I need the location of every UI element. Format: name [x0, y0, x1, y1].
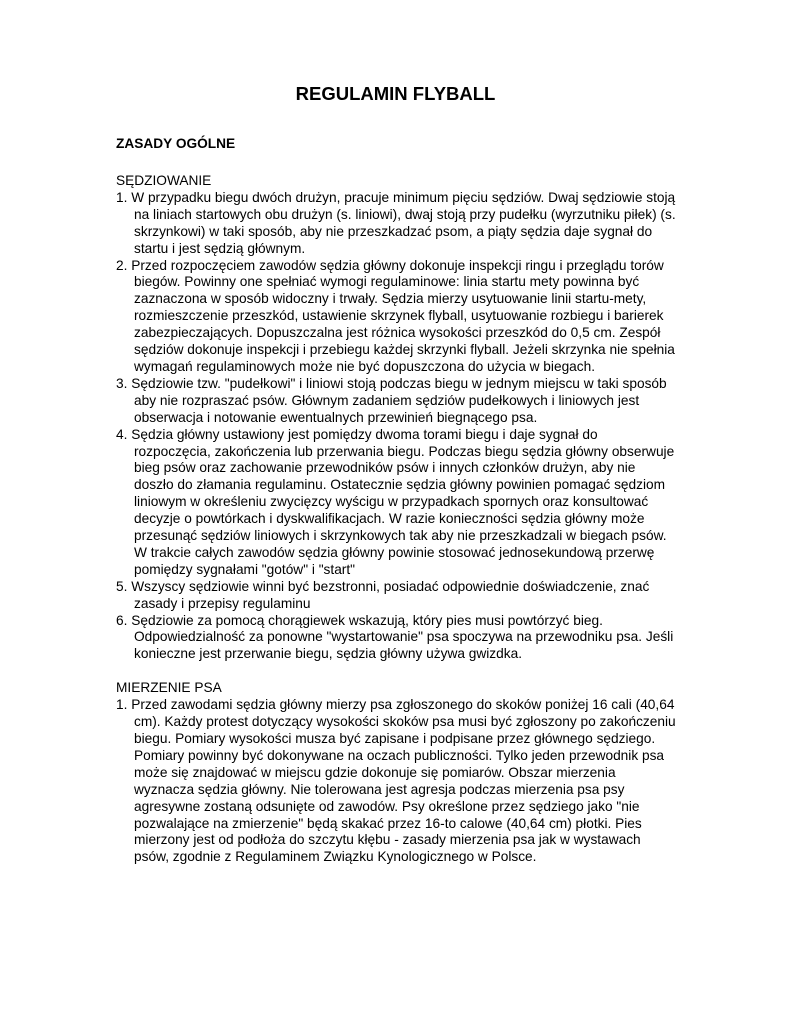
rule-item: 3. Sędziowie tzw. "pudełkowi" i liniowi stoją podczas biegu w jednym miejscu w taki sposób aby nie rozpraszać psów. Głównym zadaniem sędziów pudełkowych i liniowych jest obserwacja i notowanie ewentualnych przewinień biegnącego psa.	[116, 375, 667, 425]
section-heading: MIERZENIE PSA	[116, 680, 222, 696]
section-dog-measurement	[116, 680, 676, 866]
rule-item: 6. Sędziowie za pomocą chorągiewek wskazują, który pies musi powtórzyć bieg. Odpowiedzialność za ponowne "wystartowanie" psa spoczywa na przewodniku psa. Jeśli konieczne jest przerwanie biegu, sędzia główny używa gwizdka.	[116, 612, 674, 662]
rule-item: 5. Wszyscy sędziowie winni być bezstronni, posiadać odpowiednie doświadczenie, znać zasady i przepisy regulaminu	[116, 578, 650, 611]
section-heading: SĘDZIOWANIE	[116, 173, 212, 188]
document-body	[116, 136, 676, 866]
rule-item: 1. Przed zawodami sędzia główny mierzy psa zgłoszonego do skoków poniżej 16 cali (40,64 cm). Każdy protest dotyczący wysokości skoków psa musi być zgłoszony po zakończeniu biegu. Pomiary wysokości musza być zapisane i podpisane przez głównego sędziego. Pomiary powinny być dokonywane na oczach publiczności. Tylko jeden przewodnik psa może się znajdować w miejscu gdzie dokonuje się pomiarów. Obszar mierzenia wyznacza sędzia główny. Nie tolerowana jest agresja podczas mierzenia psa psy agresywne zostaną odsunięte od zawodów. Psy określone przez sędziego jako "nie pozwalające na zmierzenie" będą skakać przez 16-to calowe (40,64 cm) płotki. Pies mierzony jest od podłoża do szczytu kłębu - zasady mierzenia psa jak w wystawach psów, zgodnie z Regulaminem Związku Kynologicznego w Polsce.	[116, 697, 676, 865]
main-heading: ZASADY OGÓLNE	[116, 136, 236, 151]
document-title: REGULAMIN FLYBALL	[295, 83, 496, 104]
section-judging	[116, 173, 676, 663]
rule-item: 2. Przed rozpoczęciem zawodów sędzia główny dokonuje inspekcji ringu i przeglądu torów biegów. Powinny one spełniać wymogi regulaminowe: linia startu mety powinna być zaznaczona w sposób widoczny i trwały. Sędzia mierzy usytuowanie linii startu-mety, rozmieszczenie przeszkód, ustawienie skrzynek flyball, usytuowanie rozbiegu i barierek zabezpieczających. Dopuszczalna jest różnica wysokości przeszkód do 0,5 cm. Zespół sędziów dokonuje inspekcji i przebiegu każdej skrzynki flyball. Jeżeli skrzynka nie spełnia wymagań regulaminowych może nie być dopuszczona do użycia w biegach.	[116, 257, 675, 374]
rule-item: 1. W przypadku biegu dwóch drużyn, pracuje minimum pięciu sędziów. Dwaj sędziowie stoją na liniach startowych obu drużyn (s. liniowi), dwaj stoją przy pudełku (wyrzutniku piłek) (s. skrzynkowi) w taki sposób, aby nie przeszkadzać psom, a piąty sędzia daje sygnał do startu i jest sędzią głównym.	[116, 189, 676, 256]
rule-item: 4. Sędzia główny ustawiony jest pomiędzy dwoma torami biegu i daje sygnał do rozpoczęcia, zakończenia lub przerwania biegu. Podczas biegu sędzia główny obserwuje bieg psów oraz zachowanie przewodników psów i innych członków drużyn, aby nie doszło do złamania regulaminu. Ostatecznie sędzia główny powinien pomagać sędziom liniowym w określeniu zwycięzcy wyścigu w przypadkach spornych oraz konsultować decyzje o powtórkach i dyskwalifikacjach. W razie konieczności sędzia główny może przesunąć sędziów liniowych i skrzynkowych tak aby nie przeszkadzali w biegach psów. W trakcie całych zawodów sędzia główny powinie stosować jednosekundową przerwę pomiędzy sygnałami "gotów" i "start"	[116, 426, 675, 577]
